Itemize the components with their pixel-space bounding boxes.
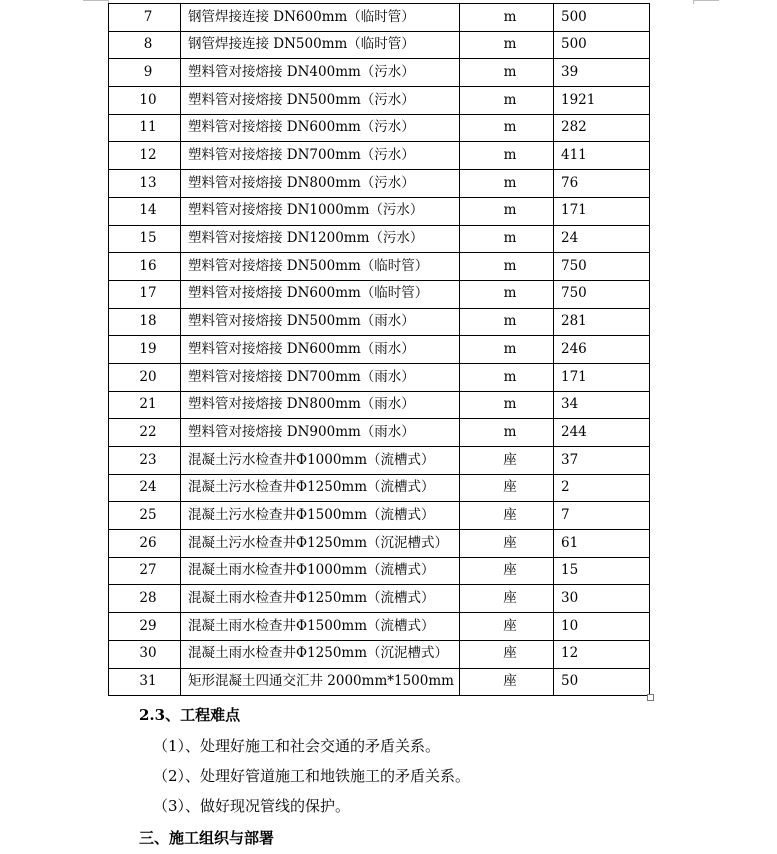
item-name-cell: 钢管焊接连接 DN500mm（临时管） bbox=[181, 31, 460, 59]
quantity-cell: 500 bbox=[554, 31, 650, 59]
row-number-cell: 13 bbox=[109, 170, 181, 198]
row-number-cell: 9 bbox=[109, 59, 181, 87]
item-name-cell: 塑料管对接熔接 DN700mm（污水） bbox=[181, 142, 460, 170]
item-name-cell: 塑料管对接熔接 DN600mm（污水） bbox=[181, 114, 460, 142]
table-row bbox=[109, 225, 650, 253]
quantity-cell: 500 bbox=[554, 4, 650, 32]
item-name-cell: 混凝土雨水检查井Φ1250mm（沉泥槽式） bbox=[181, 640, 460, 668]
table-row bbox=[109, 87, 650, 115]
unit-cell: 座 bbox=[460, 557, 554, 585]
page-margin-mark-left bbox=[83, 0, 109, 1]
section-heading-3: 三、施工组织与部署 bbox=[139, 829, 275, 847]
unit-cell: m bbox=[460, 31, 554, 59]
page-margin-mark-right-vertical bbox=[693, 0, 694, 4]
quantity-table-body bbox=[109, 4, 650, 696]
row-number-cell: 17 bbox=[109, 280, 181, 308]
unit-cell: m bbox=[460, 308, 554, 336]
row-number-cell: 28 bbox=[109, 585, 181, 613]
quantity-cell: 50 bbox=[554, 668, 650, 696]
item-name-cell: 塑料管对接熔接 DN700mm（雨水） bbox=[181, 363, 460, 391]
unit-cell: 座 bbox=[460, 474, 554, 502]
item-name-cell: 混凝土雨水检查井Φ1500mm（流槽式） bbox=[181, 613, 460, 641]
table-row bbox=[109, 502, 650, 530]
table-row bbox=[109, 280, 650, 308]
table-row bbox=[109, 170, 650, 198]
quantity-cell: 34 bbox=[554, 391, 650, 419]
row-number-cell: 20 bbox=[109, 363, 181, 391]
item-name-cell: 混凝土污水检查井Φ1500mm（流槽式） bbox=[181, 502, 460, 530]
quantity-cell: 750 bbox=[554, 253, 650, 281]
quantity-cell: 244 bbox=[554, 419, 650, 447]
table-row bbox=[109, 59, 650, 87]
item-name-cell: 塑料管对接熔接 DN800mm（雨水） bbox=[181, 391, 460, 419]
table-row bbox=[109, 363, 650, 391]
difficulty-item-1: （1）、处理好施工和社会交通的矛盾关系。 bbox=[153, 737, 441, 755]
row-number-cell: 18 bbox=[109, 308, 181, 336]
item-name-cell: 混凝土污水检查井Φ1250mm（流槽式） bbox=[181, 474, 460, 502]
quantity-cell: 7 bbox=[554, 502, 650, 530]
quantity-table bbox=[108, 3, 650, 696]
table-row bbox=[109, 31, 650, 59]
item-name-cell: 钢管焊接连接 DN600mm（临时管） bbox=[181, 4, 460, 32]
unit-cell: 座 bbox=[460, 640, 554, 668]
unit-cell: m bbox=[460, 4, 554, 32]
quantity-cell: 411 bbox=[554, 142, 650, 170]
table-row bbox=[109, 447, 650, 475]
quantity-cell: 12 bbox=[554, 640, 650, 668]
quantity-cell: 282 bbox=[554, 114, 650, 142]
difficulty-item-2: （2）、处理好管道施工和地铁施工的矛盾关系。 bbox=[153, 767, 471, 785]
unit-cell: m bbox=[460, 391, 554, 419]
row-number-cell: 21 bbox=[109, 391, 181, 419]
row-number-cell: 11 bbox=[109, 114, 181, 142]
item-name-cell: 塑料管对接熔接 DN1200mm（污水） bbox=[181, 225, 460, 253]
table-row bbox=[109, 308, 650, 336]
table-row bbox=[109, 530, 650, 558]
table-row bbox=[109, 419, 650, 447]
quantity-cell: 39 bbox=[554, 59, 650, 87]
row-number-cell: 19 bbox=[109, 336, 181, 364]
row-number-cell: 31 bbox=[109, 668, 181, 696]
item-name-cell: 混凝土雨水检查井Φ1000mm（流槽式） bbox=[181, 557, 460, 585]
row-number-cell: 14 bbox=[109, 197, 181, 225]
row-number-cell: 10 bbox=[109, 87, 181, 115]
difficulty-item-3: （3）、做好现况管线的保护。 bbox=[153, 797, 351, 815]
quantity-cell: 750 bbox=[554, 280, 650, 308]
unit-cell: m bbox=[460, 253, 554, 281]
table-row bbox=[109, 197, 650, 225]
row-number-cell: 22 bbox=[109, 419, 181, 447]
item-name-cell: 混凝土雨水检查井Φ1250mm（流槽式） bbox=[181, 585, 460, 613]
item-name-cell: 混凝土污水检查井Φ1250mm（沉泥槽式） bbox=[181, 530, 460, 558]
row-number-cell: 12 bbox=[109, 142, 181, 170]
unit-cell: m bbox=[460, 114, 554, 142]
unit-cell: 座 bbox=[460, 613, 554, 641]
table-resize-handle[interactable] bbox=[647, 694, 654, 701]
table-row bbox=[109, 336, 650, 364]
quantity-cell: 76 bbox=[554, 170, 650, 198]
quantity-cell: 15 bbox=[554, 557, 650, 585]
unit-cell: 座 bbox=[460, 502, 554, 530]
quantity-cell: 171 bbox=[554, 197, 650, 225]
row-number-cell: 16 bbox=[109, 253, 181, 281]
unit-cell: m bbox=[460, 197, 554, 225]
unit-cell: m bbox=[460, 225, 554, 253]
quantity-cell: 246 bbox=[554, 336, 650, 364]
item-name-cell: 塑料管对接熔接 DN500mm（雨水） bbox=[181, 308, 460, 336]
unit-cell: 座 bbox=[460, 447, 554, 475]
quantity-cell: 1921 bbox=[554, 87, 650, 115]
table-row bbox=[109, 114, 650, 142]
item-name-cell: 塑料管对接熔接 DN1000mm（污水） bbox=[181, 197, 460, 225]
section-heading-2-3: 2.3、工程难点 bbox=[139, 706, 241, 724]
item-name-cell: 塑料管对接熔接 DN500mm（污水） bbox=[181, 87, 460, 115]
table-row bbox=[109, 474, 650, 502]
table-row bbox=[109, 668, 650, 696]
unit-cell: m bbox=[460, 280, 554, 308]
unit-cell: m bbox=[460, 87, 554, 115]
row-number-cell: 23 bbox=[109, 447, 181, 475]
quantity-cell: 2 bbox=[554, 474, 650, 502]
quantity-cell: 24 bbox=[554, 225, 650, 253]
row-number-cell: 30 bbox=[109, 640, 181, 668]
unit-cell: m bbox=[460, 363, 554, 391]
table-row bbox=[109, 253, 650, 281]
unit-cell: 座 bbox=[460, 668, 554, 696]
unit-cell: 座 bbox=[460, 585, 554, 613]
table-row bbox=[109, 613, 650, 641]
item-name-cell: 塑料管对接熔接 DN800mm（污水） bbox=[181, 170, 460, 198]
page-margin-mark-right bbox=[693, 0, 719, 1]
row-number-cell: 26 bbox=[109, 530, 181, 558]
quantity-cell: 61 bbox=[554, 530, 650, 558]
item-name-cell: 混凝土污水检查井Φ1000mm（流槽式） bbox=[181, 447, 460, 475]
row-number-cell: 8 bbox=[109, 31, 181, 59]
unit-cell: m bbox=[460, 419, 554, 447]
quantity-cell: 30 bbox=[554, 585, 650, 613]
table-row bbox=[109, 585, 650, 613]
unit-cell: m bbox=[460, 336, 554, 364]
item-name-cell: 矩形混凝土四通交汇井 2000mm*1500mm bbox=[181, 668, 460, 696]
row-number-cell: 29 bbox=[109, 613, 181, 641]
row-number-cell: 7 bbox=[109, 4, 181, 32]
table-row bbox=[109, 557, 650, 585]
item-name-cell: 塑料管对接熔接 DN400mm（污水） bbox=[181, 59, 460, 87]
quantity-cell: 37 bbox=[554, 447, 650, 475]
item-name-cell: 塑料管对接熔接 DN900mm（雨水） bbox=[181, 419, 460, 447]
table-row bbox=[109, 391, 650, 419]
row-number-cell: 24 bbox=[109, 474, 181, 502]
unit-cell: m bbox=[460, 142, 554, 170]
quantity-cell: 281 bbox=[554, 308, 650, 336]
unit-cell: m bbox=[460, 170, 554, 198]
unit-cell: 座 bbox=[460, 530, 554, 558]
table-row bbox=[109, 640, 650, 668]
item-name-cell: 塑料管对接熔接 DN600mm（雨水） bbox=[181, 336, 460, 364]
table-row bbox=[109, 4, 650, 32]
row-number-cell: 25 bbox=[109, 502, 181, 530]
row-number-cell: 27 bbox=[109, 557, 181, 585]
item-name-cell: 塑料管对接熔接 DN500mm（临时管） bbox=[181, 253, 460, 281]
row-number-cell: 15 bbox=[109, 225, 181, 253]
quantity-cell: 171 bbox=[554, 363, 650, 391]
table-row bbox=[109, 142, 650, 170]
item-name-cell: 塑料管对接熔接 DN600mm（临时管） bbox=[181, 280, 460, 308]
quantity-cell: 10 bbox=[554, 613, 650, 641]
unit-cell: m bbox=[460, 59, 554, 87]
